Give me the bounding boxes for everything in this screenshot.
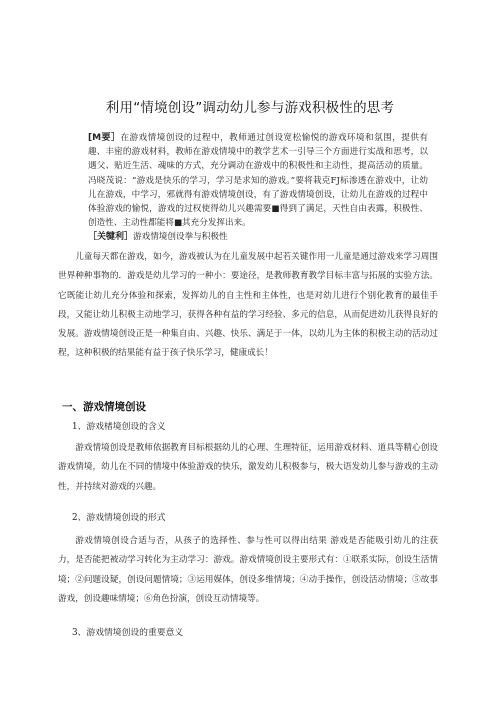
keywords-text: 游戏情境创设拳与积极性	[133, 232, 228, 243]
abstract-paragraph	[88, 131, 428, 230]
page-title: 利用“情境创设”调动幼儿参与游戏积极性的思考	[105, 100, 395, 116]
subsection-heading-2: 2、游戏情境创设的形式	[72, 513, 166, 523]
intro-block	[58, 248, 438, 364]
subsection-1-body	[58, 439, 438, 497]
keywords-paragraph	[88, 230, 428, 244]
abstract-tag: [M要］	[88, 133, 121, 143]
subsection-2-paragraph: 游戏情境创设合适与否，从孩子的选择性、参与性可以得出结果 游戏是否能吸引幼儿的注获力，是否能把被动学习转化为主动学习：游戏。游戏情境创设主要形式有：①联系实际，创设生活情境；②问题设疑，创设问题情境；③运用媒体，创设多维情境；④动手操作，创设活动情境；⑤故事游戏，创设趣味情境；⑥角色扮演，创设互动情境等。	[58, 536, 438, 604]
abstract-block	[88, 131, 428, 245]
subsection-1-paragraph: 游戏情境创设是教师依据教育目标根据幼儿的心理、生理特征，运用游戏材料、道具等精心创设游戏情境，幼儿在不同的情境中体验游戏的快乐，激发幼儿积极参与，极大语发幼儿参与游戏的主动性，并持续对游戏的兴趣。	[58, 443, 438, 492]
abstract-text: 在游戏情境创设的过程中，教师通过创设宽松愉悦的游戏环境和氛围，提供有趣、丰密的游戏材料，教师在游戏情境中的教学艺术一引导三个方面进行实战和思考，以遇父、贴近生活、魂味的方式，充分调动在游戏中的积极性和主动性，提高活动的质量。冯晓茂说：“游戏是快乐的学习，学习是求知的游戏。”要将栽克FJ标渗透在游戏中，让幼儿在游戏，中学习，邪就得有游戏情境创设，有了游戏情境创设，让幼儿在游戏的过程中体验游戏的愉悦，游戏的过权使得幼儿兴趣需要■得到了满足，天性自由表露，积极性、创造性、主动性都能将■其充分发挥出来。	[88, 133, 428, 229]
intro-paragraph: 儿童每天都在游戏，如今，游戏被认为在儿童发展中起若关键作用一儿童是通过游戏来学习周围世界种种事物的．游戏是幼儿学习的一种小：要途径，是教师教育教学目标丰富与拓展的实验方法。它既能让幼儿充分体验和探索，发挥幼儿的自主性和主体性，也是对幼儿进行个别化教育的最佳手段，又能让幼儿积极主动地学习，获得各种有益的学习经验、多元的信息，从而促进幼儿获得良好的发展。游戏情境创设正是一种集自由、兴趣、快乐、满足于一体，以幼儿为主体的积极主动的活动过程，这种积极的结果能有益于孩子快乐学习，健康成长！	[58, 252, 438, 359]
subsection-heading-3: 3、游戏情境创设的重要意义	[72, 628, 184, 638]
keywords-tag: ［关犍利］	[88, 232, 134, 243]
subsection-heading-1: 1、游戏楮境创设的含义	[72, 422, 166, 432]
subsection-2-body	[58, 532, 438, 609]
section-heading: 一、游戏情境创设	[62, 401, 146, 413]
